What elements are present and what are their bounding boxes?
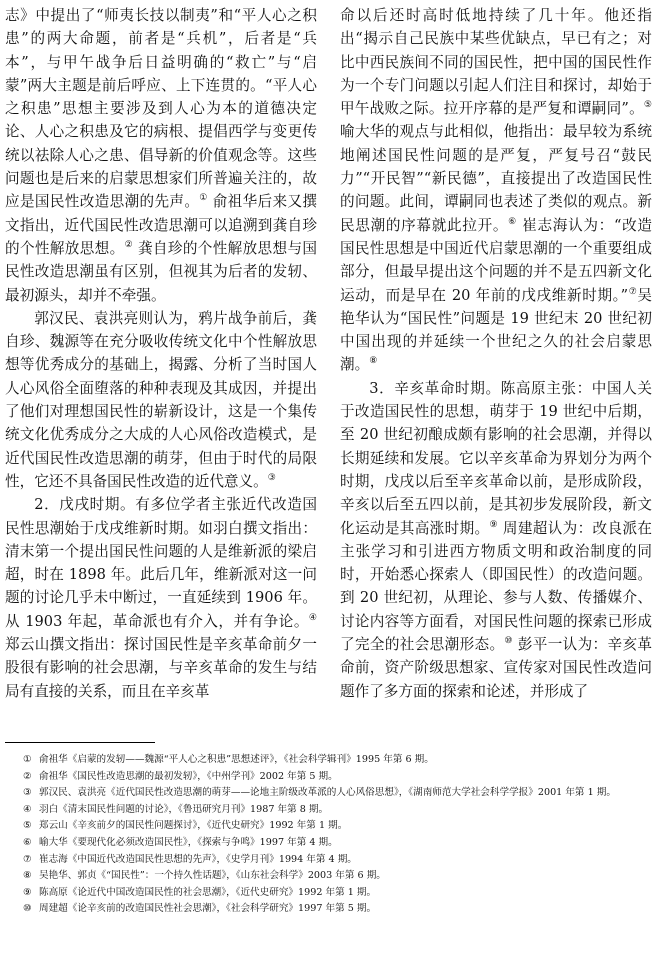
footnote-marker[interactable]: ⑥ — [508, 216, 517, 227]
footnote-item — [5, 868, 649, 885]
footnote-item — [5, 769, 649, 786]
footnote-marker[interactable]: ③ — [267, 473, 276, 484]
footnote-item — [5, 835, 649, 852]
footnote-number: ⑧ — [23, 870, 32, 882]
footnote-number: ⑩ — [23, 903, 32, 915]
footnote-text: 郑云山《辛亥前夕的国民性问题探讨》，《近代史研究》1992 年第 1 期。 — [39, 820, 348, 832]
paragraph-text: 俞祖华后来又撰文指出，近代国民性改造思潮可以追溯到龚自珍的个性解放思想。 — [5, 193, 317, 257]
paragraph-text: 喻大华的观点与此相似，他指出：最早较为系统地阐述国民性问题的是严复，严复号召“鼓民力”“开民智”“新民德”，直接提出了改造国民性的问题。此间，谭嗣同也表述了类似的观点。新民思潮的序幕就此拉开。 — [340, 123, 652, 234]
footnote-number: ④ — [23, 803, 32, 815]
footnote-number: ⑥ — [23, 836, 32, 848]
body-paragraph — [340, 4, 652, 377]
footnote-number: ③ — [23, 787, 32, 799]
paragraph-text: 命以后还时高时低地持续了几十年。他还指出“揭示自己民族中某些优缺点，早已有之；对比中西民族间不同的国民性，把中国的国民性作为一个专门问题以引起人们注目和探讨，却始于甲午战败之际。拉开序幕的是严复和谭嗣同”。 — [340, 7, 652, 118]
footnote-marker[interactable]: ② — [124, 240, 133, 251]
footnote-item — [5, 818, 649, 835]
footnote-marker[interactable]: ⑩ — [504, 636, 513, 647]
footnote-item — [5, 885, 649, 902]
body-paragraph — [5, 4, 317, 307]
body-paragraph — [5, 493, 317, 703]
paragraph-text: 2．戊戌时期。有多位学者主张近代改造国民性思潮始于戊戌维新时期。如羽白撰文指出：清末第一个提出国民性问题的人是维新派的梁启超，时在 1898 年。此后几年，维新派对这一问题的讨论几乎未中断过，一直延续到 1906 年。从 1903 年起，革命派也有介入，并有争论。 — [5, 496, 317, 630]
paragraph-text: 3．辛亥革命时期。陈高原主张：中国人关于改造国民性的思想，萌芽于 19 世纪中后期，至 20 世纪初酿成颇有影响的社会思潮，并得以长期延续和发展。它以辛亥革命为界划分为两个时期，戊戌以后至辛亥革命以前，是形成阶段，辛亥以后至五四以前，是其初步发展阶段，新文化运动是其高涨时期。 — [340, 379, 652, 537]
footnote-number: ⑦ — [23, 853, 32, 865]
footnote-text: 羽白《清末国民性问题的讨论》，《鲁迅研究月刊》1987 年第 8 期。 — [39, 803, 329, 815]
footnote-text: 俞祖华《启蒙的发轫——魏源“平人心之积患”思想述评》，《社会科学辑刊》1995 年第 6 期。 — [39, 754, 434, 765]
paragraph-text: 吴艳华认为“国民性”问题是 19 世纪末 20 世纪初中国出现的并延续一个世纪之久的社会启蒙思潮。 — [340, 286, 652, 374]
paragraph-text: 志》中提出了“师夷长技以制夷”和“平人心之积患”的两大命题，前者是“兵机”，后者是“兵本”，与甲午战争后日益明确的“救亡”与“启蒙”两大主题是前后呼应、上下连贯的。“平人心之积患”思想主要涉及到人心为本的道德决定论、人心之积患及它的病根、提倡西学与变更传统以祛除人心之患、倡导新的价值观念等。这些问题也是后来的启蒙思想家们所普遍关注的，故应是国民性改造思潮的先声。 — [5, 7, 317, 211]
body-paragraph — [340, 377, 652, 703]
footnotes — [5, 752, 649, 918]
footnote-text: 吴艳华、郭贞《“国民性”：一个持久性话题》，《山东社会科学》2003 年第 6 期。 — [39, 870, 386, 882]
footnote-number: ① — [23, 754, 32, 765]
footnote-marker[interactable]: ⑤ — [643, 100, 652, 111]
footnote-item — [5, 752, 649, 769]
paragraph-text: 崔志海认为：“改造国民性思想是中国近代启蒙思潮的一个重要组成部分，但最早提出这个问题的并不是五四新文化运动，而是早在 20 年前的戊戌维新时期。” — [340, 216, 652, 304]
paragraph-text: 彭平一认为：辛亥革命前，资产阶级思想家、宣传家对国民性改造问题作了多方面的探索和论述，并形成了 — [340, 636, 652, 700]
footnote-text: 周建超《论辛亥前的改造国民性社会思潮》，《社会科学研究》1997 年第 5 期。 — [39, 903, 377, 915]
footnote-item — [5, 802, 649, 819]
paragraph-text: 周建超认为：改良派在主张学习和引进西方物质文明和政治制度的同时，开始悉心探索人（即国民性）的改造问题。到 20 世纪初，从理论、参与人数、传播媒介、讨论内容等方面看，对国民性问题的探索已形成了完全的社会思潮形态。 — [340, 519, 652, 654]
footnote-number: ⑤ — [23, 820, 32, 832]
paragraph-text: 郭汉民、袁洪亮则认为，鸦片战争前后，龚自珍、魏源等在充分吸收传统文化中个性解放思想等优秀成分的基础上，揭露、分析了当时国人人心风俗全面堕落的种种表现及其成因，并提出了他们对理想国民性的崭新设计，这是一个集传统文化优秀成分之大成的人心风俗改造模式，是近代国民性改造思潮的萌芽，但由于时代的局限性，它还不具备国民性改造的近代意义。 — [5, 309, 317, 490]
footnote-divider — [5, 742, 155, 743]
body-paragraph — [5, 307, 317, 493]
footnote-text: 喻大华《要现代化必须改造国民性》，《探索与争鸣》1997 年第 4 期。 — [39, 836, 338, 848]
footnote-number: ② — [23, 770, 32, 782]
footnote-marker[interactable]: ④ — [308, 612, 317, 623]
footnote-text: 陈高原《论近代中国改造国民性的社会思潮》，《近代史研究》1992 年第 1 期。 — [39, 886, 377, 898]
footnote-item — [5, 852, 649, 869]
footnote-marker[interactable]: ⑧ — [369, 356, 378, 367]
footnote-number: ⑨ — [23, 886, 32, 898]
footnote-text: 俞祖华《国民性改造思潮的最初发轫》，《中州学刊》2002 年第 5 期。 — [39, 770, 338, 782]
paragraph-text: 龚自珍的个性解放思想与国民性改造思潮虽有区别，但视其为后者的发轫、最初源头，却并不牵强。 — [5, 239, 317, 304]
footnote-text: 崔志海《中国近代改造国民性思想的先声》，《史学月刊》1994 年第 4 期。 — [39, 853, 357, 865]
footnote-marker[interactable]: ⑦ — [628, 286, 638, 297]
footnote-marker[interactable]: ⑨ — [489, 519, 498, 530]
paragraph-text: 郑云山撰文指出：探讨国民性是辛亥革命前夕一股很有影响的社会思潮，与辛亥革命的发生与结局有直接的关系，而且在辛亥革 — [5, 636, 317, 700]
left-column — [5, 4, 317, 703]
footnote-item — [5, 901, 649, 918]
footnote-item — [5, 785, 649, 802]
footnote-text: 郭汉民、袁洪亮《近代国民性改造思潮的萌芽——论地主阶级改革派的人心风俗思想》，《湖南师范大学社会科学学报》2001 年第 1 期。 — [39, 787, 616, 799]
right-column — [340, 4, 652, 703]
footnote-marker[interactable]: ① — [199, 193, 208, 204]
